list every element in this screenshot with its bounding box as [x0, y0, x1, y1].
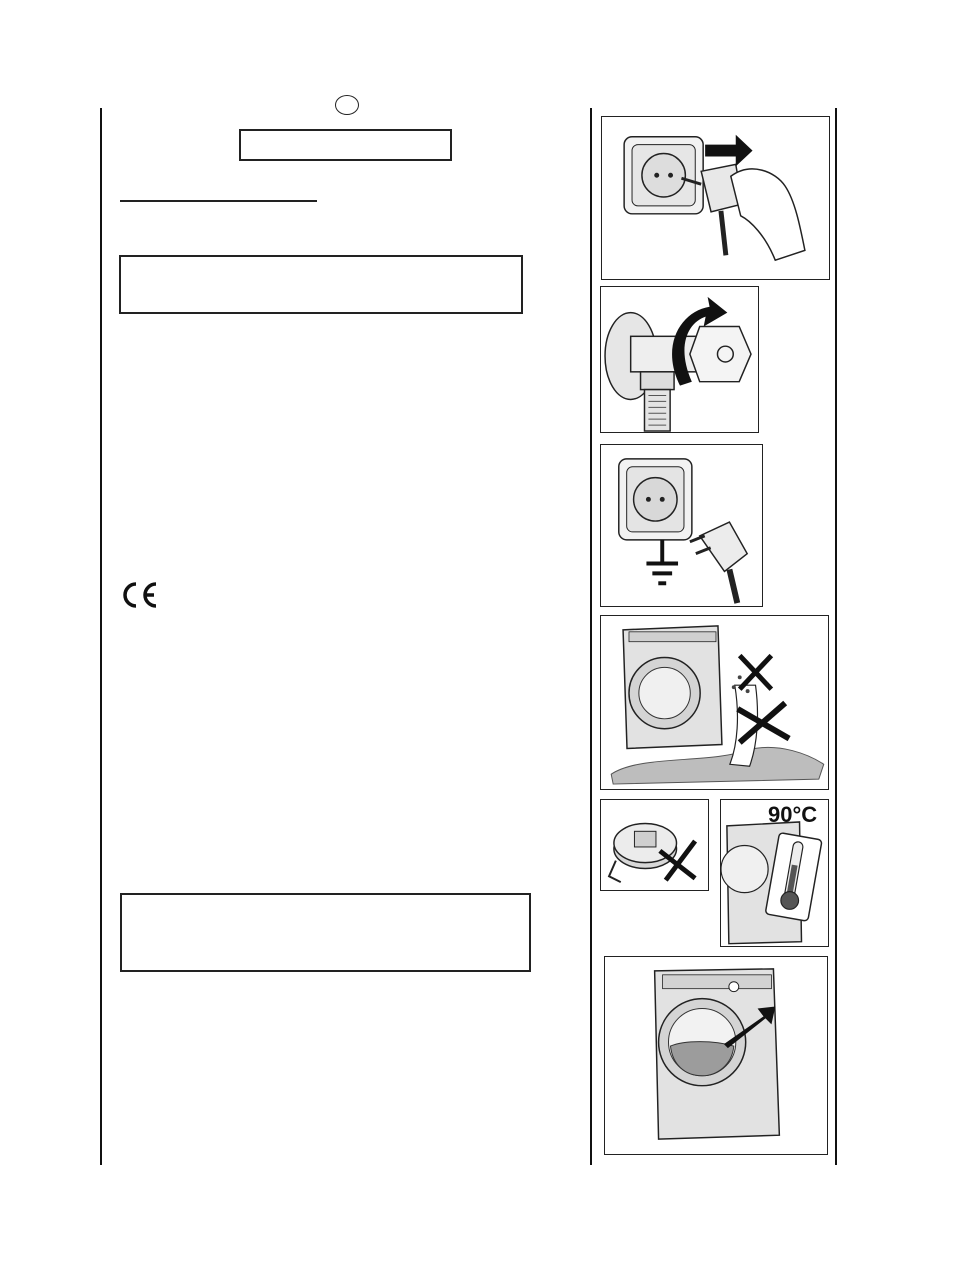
page-title-box: [239, 129, 452, 161]
door-water-icon: [605, 957, 827, 1154]
column-divider-rule: [590, 108, 592, 1165]
language-badge: [335, 95, 359, 115]
left-margin-rule: [100, 108, 102, 1165]
ground-plug-icon: [601, 445, 762, 606]
ce-mark-icon: [122, 580, 160, 610]
temperature-label: 90°C: [768, 802, 818, 827]
plug-pull-icon: [602, 117, 829, 279]
illustration-door-water: [604, 956, 828, 1155]
warning-box-2: [120, 893, 531, 972]
illustration-water-tap: [600, 286, 759, 433]
illustration-no-wet-contact: [600, 615, 829, 790]
tap-turn-icon: [601, 287, 758, 432]
section-heading-underline: [120, 200, 317, 202]
illustration-hot-water: [720, 799, 829, 947]
illustration-unplug: [601, 116, 830, 280]
no-wet-contact-icon: [601, 616, 828, 789]
right-margin-rule: [835, 108, 837, 1165]
ce-mark-graphic: [122, 580, 160, 610]
no-extension-icon: [601, 800, 708, 890]
warning-box-1: [119, 255, 523, 314]
illustration-no-extension: [600, 799, 709, 891]
illustration-earthed-socket: [600, 444, 763, 607]
